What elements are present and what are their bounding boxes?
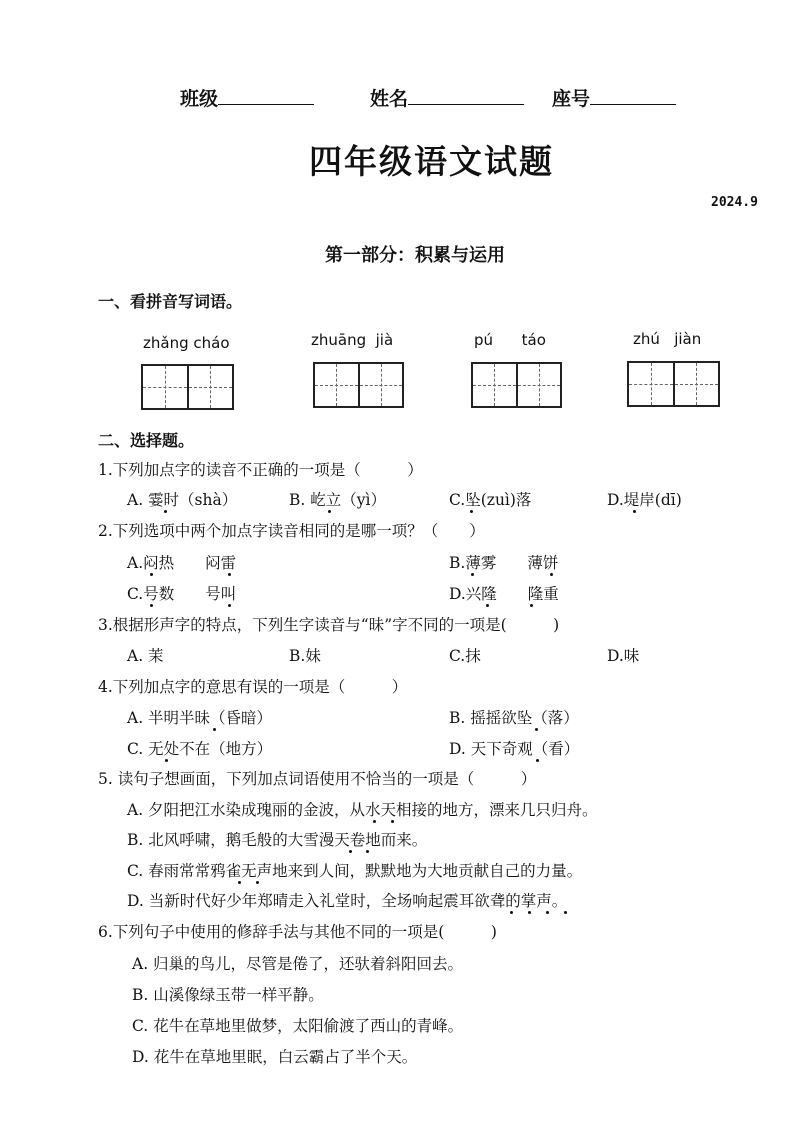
emphasis-dot: [228, 604, 231, 607]
pinyin-1: zhǎng cháo: [143, 334, 230, 352]
question-1-option-c[interactable]: C.坠(zuì)落: [449, 491, 532, 509]
emphasis-dot: [530, 604, 533, 607]
question-5-stem: 5. 读句子想画面，下列加点词语使用不恰当的一项是（ ）: [98, 770, 537, 788]
section2-title: 二、选择题。: [98, 431, 195, 450]
emphasis-dot: [546, 911, 549, 914]
pinyin-4: zhú jiàn: [633, 330, 702, 348]
pinyin-2: zhuāng jià: [311, 331, 394, 349]
emphasis-dot: [164, 510, 167, 513]
emphasis-dot: [536, 759, 539, 762]
seat-label: 座号: [552, 88, 591, 110]
question-4-stem: 4.下列加点字的意思有误的一项是（ ）: [98, 678, 408, 696]
class-field: [180, 84, 314, 111]
name-field: [370, 84, 524, 111]
question-3-option-a[interactable]: A. 茉: [127, 647, 164, 665]
emphasis-dot: [228, 573, 231, 576]
question-2-option-a[interactable]: A.闷热 闷雷: [127, 554, 237, 572]
emphasis-dot: [528, 911, 531, 914]
question-3-option-d[interactable]: D.味: [607, 647, 640, 665]
question-1-option-a[interactable]: A. 霎时（shà）: [127, 491, 238, 509]
emphasis-dot: [510, 911, 513, 914]
emphasis-dot: [366, 850, 369, 853]
question-5-option-b[interactable]: B. 北风呼啸，鹅毛般的大雪漫天卷地而来。: [127, 831, 428, 849]
class-label: 班级: [180, 88, 219, 110]
emphasis-dot: [213, 728, 216, 731]
question-6-stem: 6.下列句子中使用的修辞手法与其他不同的一项是( ): [98, 923, 497, 941]
emphasis-dot: [550, 573, 553, 576]
question-3-stem: 3.根据形声字的特点，下列生字读音与“昧”字不同的一项是( ): [98, 616, 560, 634]
emphasis-dot: [150, 604, 153, 607]
page-title: 四年级语文试题: [309, 142, 554, 181]
writing-grid-3[interactable]: [471, 362, 562, 408]
question-6-option-b[interactable]: B. 山溪像绿玉带一样平静。: [132, 986, 324, 1004]
question-5-option-d[interactable]: D. 当新时代好少年郑晴走入礼堂时，全场响起震耳欲聋的掌声。: [127, 892, 568, 910]
name-label: 姓名: [370, 88, 409, 110]
emphasis-dot: [470, 510, 473, 513]
section1-title: 一、看拼音写词语。: [98, 292, 243, 311]
class-blank[interactable]: [218, 86, 314, 105]
emphasis-dot: [486, 604, 489, 607]
emphasis-dot: [238, 881, 241, 884]
question-1-stem: 1.下列加点字的读音不正确的一项是（ ）: [98, 461, 423, 479]
question-6-option-c[interactable]: C. 花牛在草地里做梦，太阳偷渡了西山的青峰。: [132, 1017, 464, 1035]
question-2-option-b[interactable]: B.薄雾 薄饼: [449, 554, 559, 572]
question-2-option-c[interactable]: C.号数 号叫: [127, 585, 237, 603]
question-1-option-d[interactable]: D.堤岸(dī): [607, 491, 682, 509]
emphasis-dot: [165, 759, 168, 762]
question-4-option-b[interactable]: B. 摇摇欲坠（落）: [449, 709, 579, 727]
question-4-option-a[interactable]: A. 半明半昧（昏暗）: [127, 709, 273, 727]
question-2-stem: 2.下列选项中两个加点字读音相同的是哪一项？（ ）: [98, 522, 485, 540]
emphasis-dot: [256, 881, 259, 884]
question-3-option-c[interactable]: C.抹: [449, 647, 481, 665]
emphasis-dot: [391, 820, 394, 823]
emphasis-dot: [471, 573, 474, 576]
question-4-option-c[interactable]: C. 无处不在（地方）: [127, 740, 273, 758]
question-2-option-d[interactable]: D.兴隆 隆重: [449, 585, 559, 603]
question-1-option-b[interactable]: B. 屹立（yì）: [289, 491, 386, 509]
emphasis-dot: [373, 820, 376, 823]
emphasis-dot: [349, 850, 352, 853]
emphasis-dot: [633, 510, 636, 513]
question-6-option-a[interactable]: A. 归巢的鸟儿，尽管是倦了，还驮着斜阳回去。: [132, 955, 464, 973]
question-6-option-d[interactable]: D. 花牛在草地里眠，白云霸占了半个天。: [132, 1048, 418, 1066]
writing-grid-1[interactable]: [141, 364, 234, 410]
writing-grid-4[interactable]: [627, 361, 720, 407]
part-title: 第一部分：积累与运用: [325, 245, 505, 266]
emphasis-dot: [535, 728, 538, 731]
emphasis-dot: [564, 911, 567, 914]
emphasis-dot: [150, 573, 153, 576]
question-4-option-d[interactable]: D. 天下奇观（看）: [449, 740, 580, 758]
question-3-option-b[interactable]: B.妹: [289, 647, 321, 665]
exam-date: 2024.9: [711, 195, 758, 210]
pinyin-3: pú táo: [474, 331, 546, 349]
seat-field: [552, 84, 676, 111]
seat-blank[interactable]: [590, 86, 676, 105]
name-blank[interactable]: [408, 86, 524, 105]
writing-grid-2[interactable]: [313, 362, 404, 408]
question-5-option-c[interactable]: C. 春雨常常鸦雀无声地来到人间，默默地为大地贡献自己的力量。: [127, 862, 583, 880]
emphasis-dot: [328, 510, 331, 513]
question-5-option-a[interactable]: A. 夕阳把江水染成瑰丽的金波，从水天相接的地方，漂来几只归舟。: [127, 801, 598, 819]
